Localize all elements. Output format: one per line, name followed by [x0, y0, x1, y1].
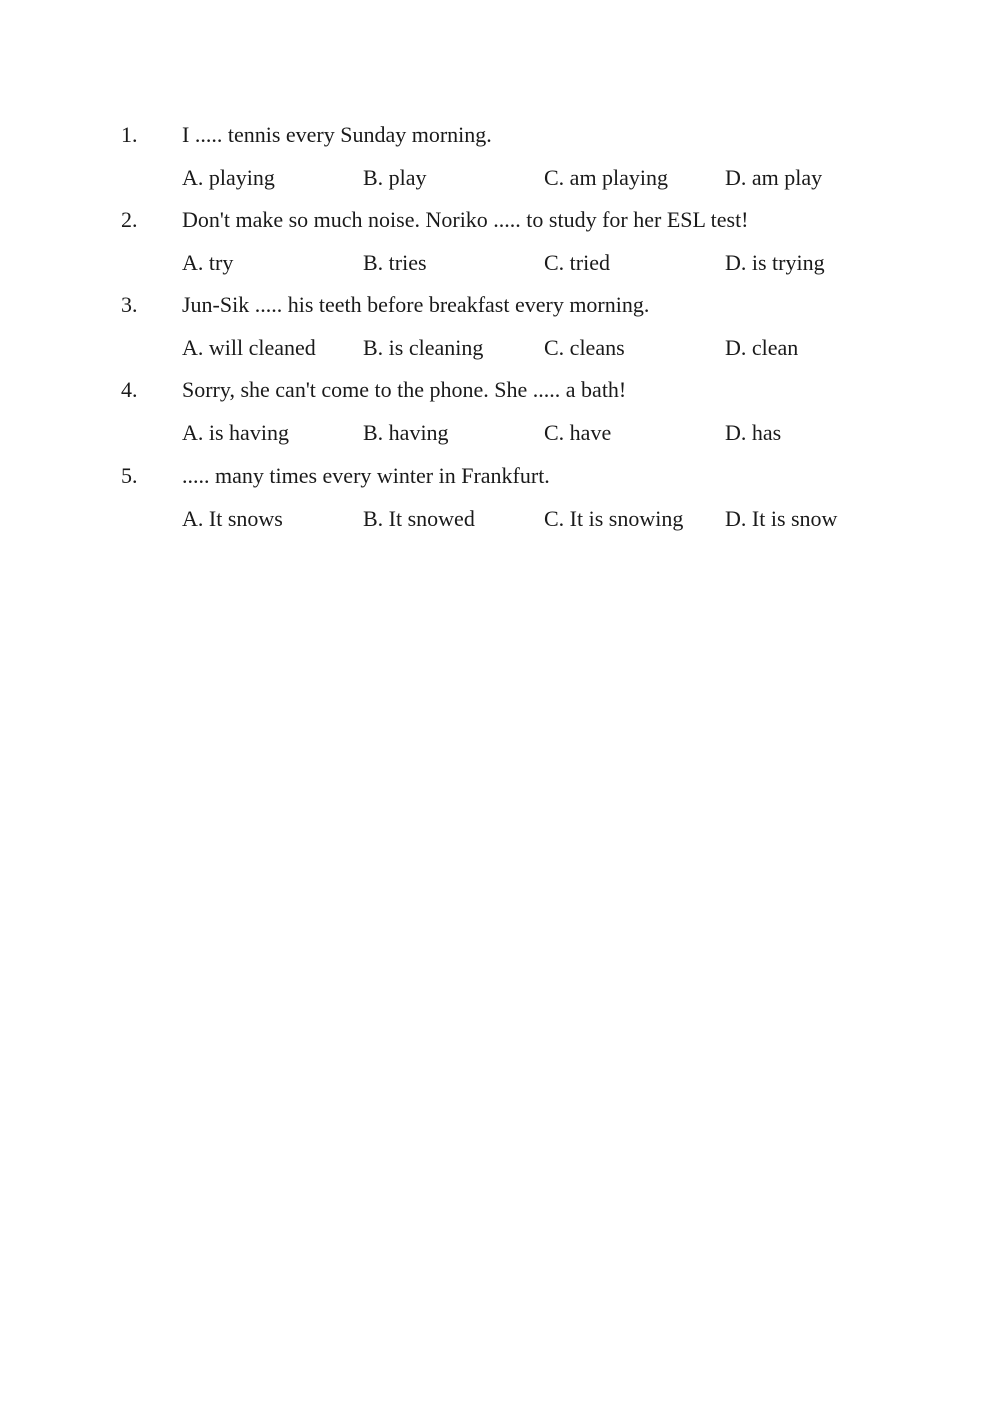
option-a[interactable]: A. will cleaned: [182, 335, 316, 360]
answer-options: [0, 418, 1000, 448]
question-4: [0, 375, 1000, 461]
question-text: Sorry, she can't come to the phone. She ..... a bath!: [182, 377, 627, 402]
question-3: [0, 290, 1000, 376]
question-number: 5.: [121, 463, 138, 488]
option-d[interactable]: D. is trying: [725, 250, 825, 275]
option-c[interactable]: C. am playing: [544, 165, 669, 190]
answer-options: [0, 504, 1000, 534]
question-number: 1.: [121, 122, 138, 147]
option-b[interactable]: B. play: [363, 165, 427, 190]
answer-options: [0, 163, 1000, 193]
question-number: 2.: [121, 207, 138, 232]
answer-options: [0, 333, 1000, 363]
option-d[interactable]: D. clean: [725, 335, 799, 360]
option-a[interactable]: A. try: [182, 250, 234, 275]
option-c[interactable]: C. have: [544, 420, 612, 445]
question-text: Jun-Sik ..... his teeth before breakfast every morning.: [182, 292, 650, 317]
option-c[interactable]: C. tried: [544, 250, 610, 275]
option-a[interactable]: A. It snows: [182, 506, 283, 531]
option-d[interactable]: D. It is snow: [725, 506, 838, 531]
question-text: I ..... tennis every Sunday morning.: [182, 122, 492, 147]
option-c[interactable]: C. It is snowing: [544, 506, 684, 531]
question-number: 3.: [121, 292, 138, 317]
question-number: 4.: [121, 377, 138, 402]
question-1: [0, 120, 1000, 206]
option-c[interactable]: C. cleans: [544, 335, 625, 360]
option-a[interactable]: A. playing: [182, 165, 275, 190]
option-b[interactable]: B. It snowed: [363, 506, 475, 531]
option-b[interactable]: B. tries: [363, 250, 427, 275]
question-2: [0, 205, 1000, 291]
question-text: Don't make so much noise. Noriko ..... to study for her ESL test!: [182, 207, 749, 232]
option-d[interactable]: D. has: [725, 420, 782, 445]
question-5: [0, 461, 1000, 547]
option-a[interactable]: A. is having: [182, 420, 289, 445]
option-b[interactable]: B. having: [363, 420, 449, 445]
answer-options: [0, 248, 1000, 278]
option-d[interactable]: D. am play: [725, 165, 823, 190]
question-text: ..... many times every winter in Frankfurt.: [182, 463, 550, 488]
option-b[interactable]: B. is cleaning: [363, 335, 484, 360]
